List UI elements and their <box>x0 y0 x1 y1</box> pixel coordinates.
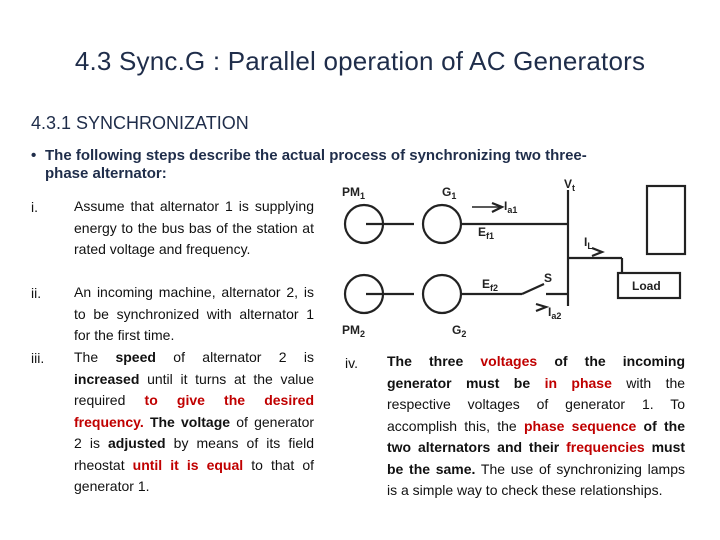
il-label: $I_L$ <box>584 235 593 251</box>
step-iii-text: The speed of alternator 2 is increased until it turns at the value required to give the desired frequency. The voltage of generator 2 is adjusted by means of its field rheostat until it is equal to that of generator 1. <box>74 349 315 494</box>
step-iv-text: The three voltages of the incoming generator must be in phase with the respective voltages of generator 1. To accomplish this, the phase sequence of the two alternators and their frequencies must be the same. The use of synchronizing lamps is a simple way to check these relationships. <box>387 353 686 498</box>
intro-line-1: The following steps describe the actual process of synchronizing two three- <box>45 147 587 164</box>
step-i-number: i. <box>31 199 38 215</box>
vt-box <box>647 186 685 254</box>
bullet-marker: • <box>31 147 37 164</box>
step-ii-number: ii. <box>31 285 42 301</box>
switch-label: S <box>544 271 553 285</box>
ia1-label: $I_{a1}$ <box>504 199 518 215</box>
load-label: Load <box>632 279 661 293</box>
intro-line-2: phase alternator: <box>45 165 167 182</box>
generator-2-circle <box>423 275 461 313</box>
step-iii-number: iii. <box>31 350 45 366</box>
section-heading: 4.3.1 SYNCHRONIZATION <box>31 113 249 133</box>
ia2-arrow <box>536 304 546 311</box>
ef2-label: $E_{f2}$ <box>482 277 499 293</box>
g2-label: $G_2$ <box>452 323 467 339</box>
parallel-generators-diagram <box>322 176 698 346</box>
ef1-label: $E_{f1}$ <box>478 225 495 241</box>
il-arrow <box>592 248 602 256</box>
step-i-text: Assume that alternator 1 is supplying energy to the bus bas of the station at rated voltage and frequency. <box>74 198 314 257</box>
generator-1-circle <box>423 205 461 243</box>
ia2-label: $I_{a2}$ <box>548 305 562 321</box>
g1-label: $G_1$ <box>442 185 457 201</box>
step-ii-text: An incoming machine, alternator 2, is to be synchronized with alternator 1 for the first time. <box>74 284 314 343</box>
pm1-label: $PM_1$ <box>342 185 366 201</box>
pm2-label: $PM_2$ <box>342 323 366 339</box>
step-iv-number: iv. <box>345 355 358 371</box>
slide-title: 4.3 Sync.G : Parallel operation of AC Generators <box>74 46 646 76</box>
vt-label: $V_t$ <box>564 177 576 193</box>
switch-s <box>522 284 544 294</box>
